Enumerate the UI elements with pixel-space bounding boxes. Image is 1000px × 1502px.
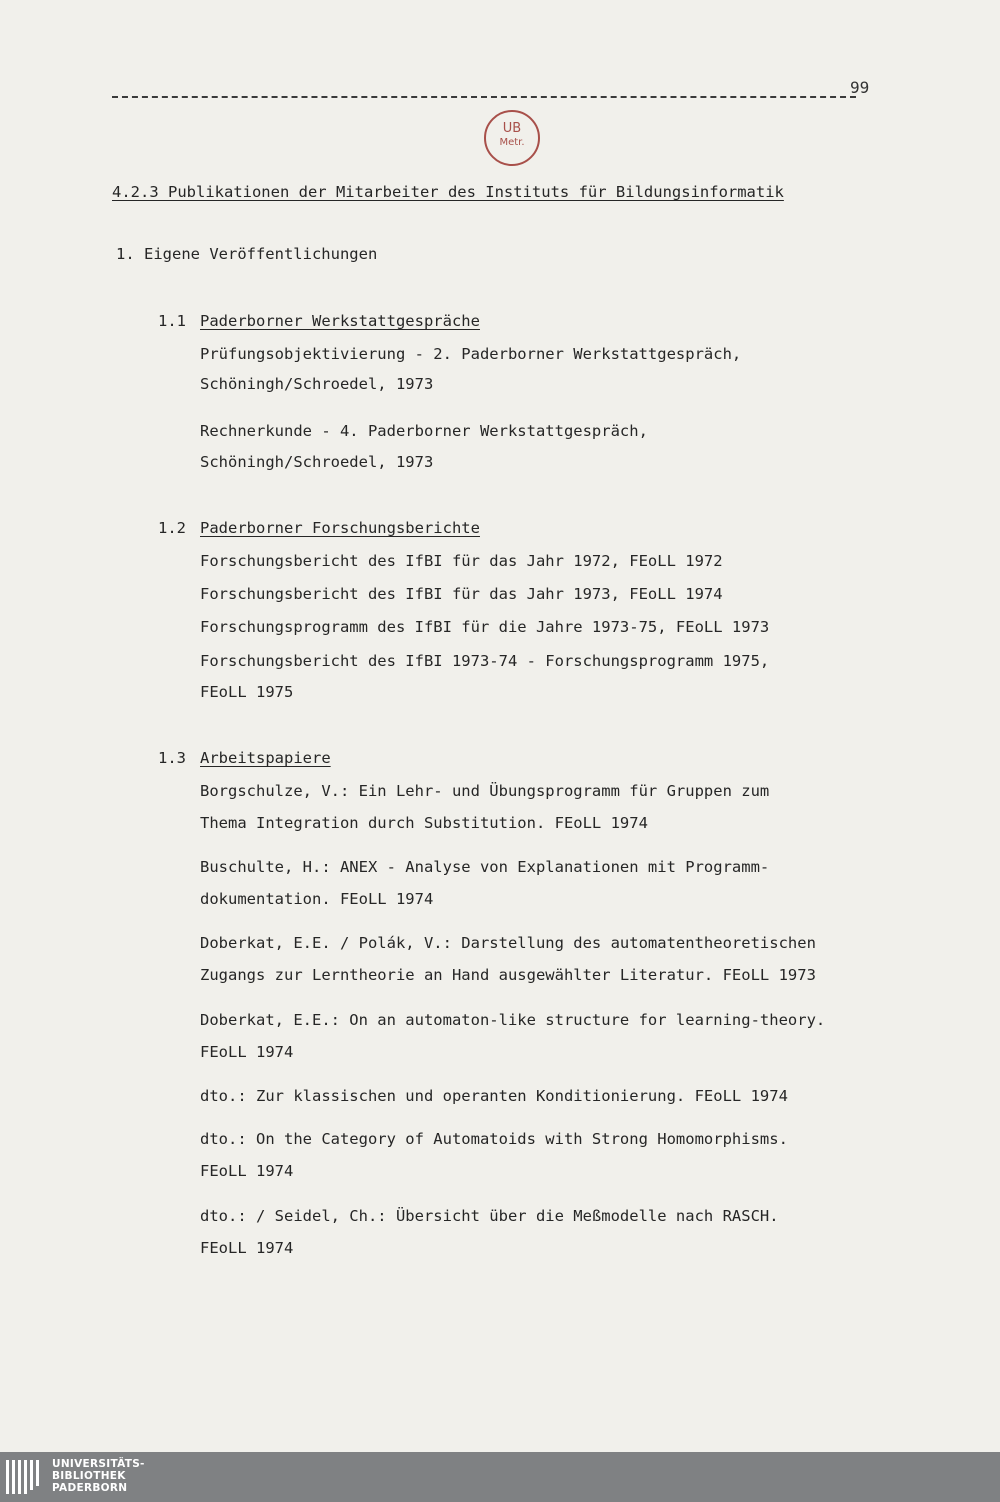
entry-line: Thema Integration durch Substitution. FEoLL 1974 [200, 814, 648, 832]
section-title: 4.2.3 Publikationen der Mitarbeiter des Instituts für Bildungsinformatik [112, 183, 784, 201]
subsection-title: Paderborner Forschungsberichte [200, 519, 480, 537]
entry-line: Schöningh/Schroedel, 1973 [200, 453, 434, 471]
entry-line: dto.: / Seidel, Ch.: Übersicht über die Meßmodelle nach RASCH. [200, 1207, 779, 1225]
stamp-line-1: UB [502, 121, 522, 136]
entry-line: Prüfungsobjektivierung - 2. Paderborner Werkstattgespräch, [200, 345, 742, 363]
entry-line: Forschungsprogramm des IfBI für die Jahre 1973-75, FEoLL 1973 [200, 618, 770, 636]
library-name [52, 1458, 145, 1494]
entry-line: Forschungsbericht des IfBI für das Jahr 1973, FEoLL 1974 [200, 585, 723, 603]
entry-line: dokumentation. FEoLL 1974 [200, 890, 434, 908]
library-name-line: PADERBORN [52, 1482, 128, 1494]
entry-line: Forschungsbericht des IfBI 1973-74 - Forschungsprogramm 1975, [200, 652, 770, 670]
entry-line: Borgschulze, V.: Ein Lehr- und Übungsprogramm für Gruppen zum [200, 782, 770, 800]
subsection-title: Arbeitspapiere [200, 749, 331, 767]
entry-line: Doberkat, E.E. / Polák, V.: Darstellung des automatentheoretischen [200, 934, 816, 952]
stamp-line-2: Metr. [499, 137, 525, 148]
subsection-number: 1.2 [158, 519, 186, 537]
entry-line: FEoLL 1974 [200, 1239, 294, 1257]
part-1-heading: 1. Eigene Veröffentlichungen [116, 245, 378, 263]
library-name-line: BIBLIOTHEK [52, 1470, 126, 1482]
subsection-number: 1.1 [158, 312, 186, 330]
subsection-number: 1.3 [158, 749, 186, 767]
entry-line: FEoLL 1975 [200, 683, 294, 701]
subsection-title: Paderborner Werkstattgespräche [200, 312, 480, 330]
entry-line: Schöningh/Schroedel, 1973 [200, 375, 434, 393]
entry-line: dto.: Zur klassischen und operanten Konditionierung. FEoLL 1974 [200, 1087, 788, 1105]
library-footer-bar [0, 1452, 1000, 1502]
entry-line: Rechnerkunde - 4. Paderborner Werkstattgespräch, [200, 422, 648, 440]
library-logo-icon [6, 1460, 46, 1494]
entry-line: Zugangs zur Lerntheorie an Hand ausgewählter Literatur. FEoLL 1973 [200, 966, 816, 984]
entry-line: Forschungsbericht des IfBI für das Jahr 1972, FEoLL 1972 [200, 552, 723, 570]
header-rule [112, 96, 856, 98]
entry-line: FEoLL 1974 [200, 1162, 294, 1180]
entry-line: Doberkat, E.E.: On an automaton-like structure for learning-theory. [200, 1011, 826, 1029]
entry-line: dto.: On the Category of Automatoids with Strong Homomorphisms. [200, 1130, 788, 1148]
entry-line: FEoLL 1974 [200, 1043, 294, 1061]
page-number: 99 [850, 78, 870, 97]
entry-line: Buschulte, H.: ANEX - Analyse von Explanationen mit Programm- [200, 858, 770, 876]
library-name-line: UNIVERSITÄTS- [52, 1458, 145, 1470]
library-stamp [484, 110, 540, 166]
